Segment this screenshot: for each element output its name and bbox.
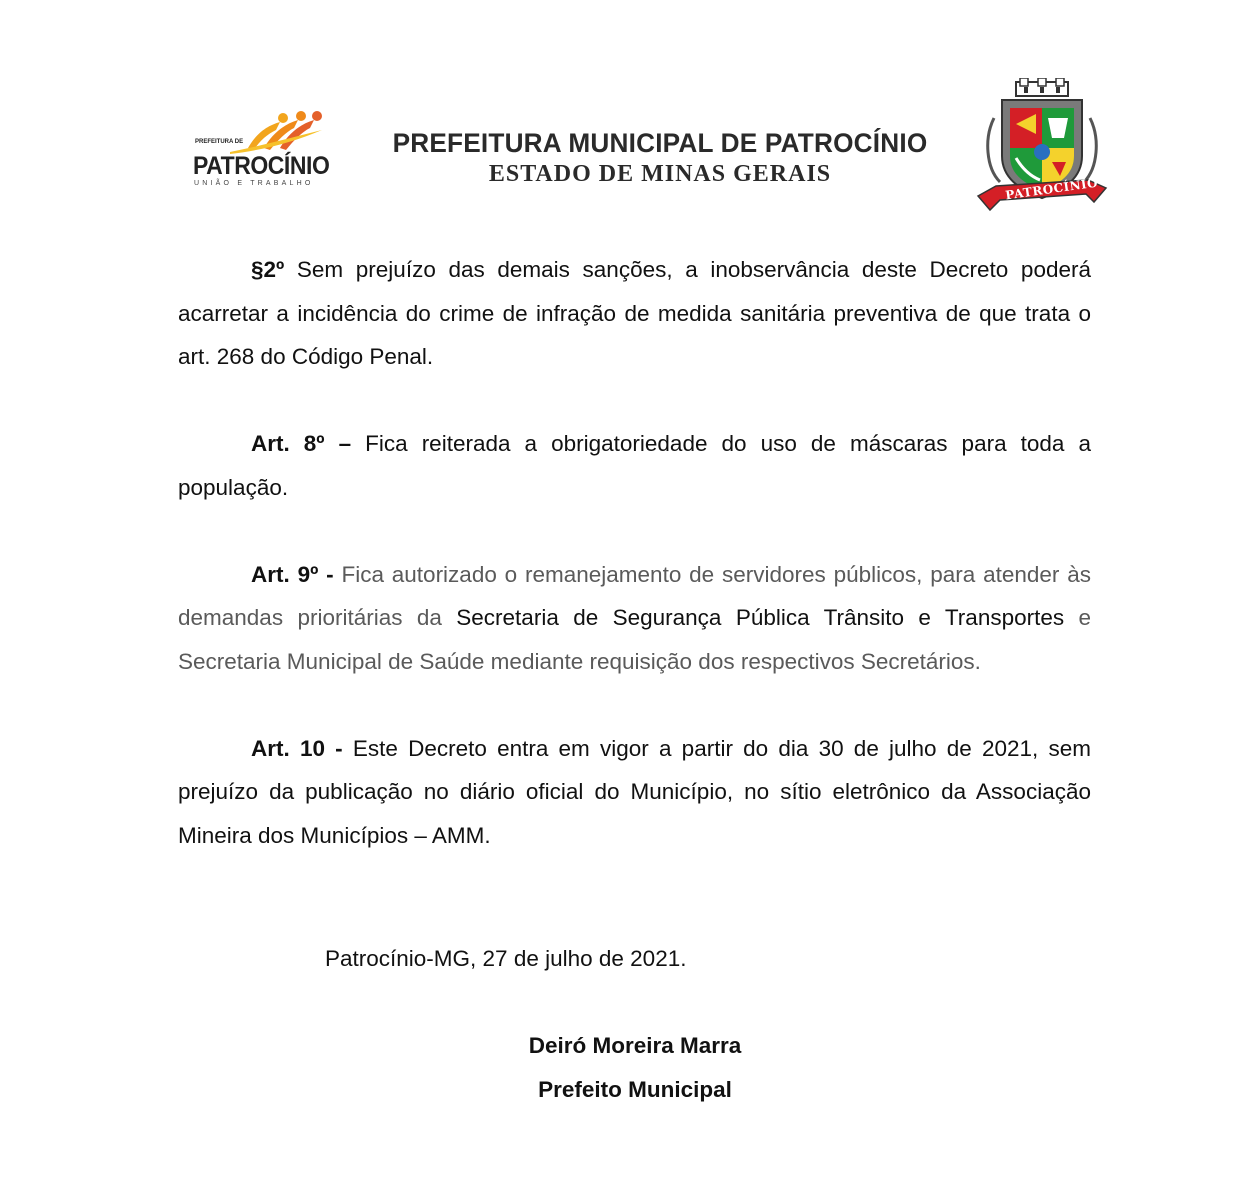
article-label: Art. 10 - (251, 735, 343, 761)
paragraph-label: §2º (251, 257, 285, 282)
article-text: e Secretaria Municipal de Saúde mediante requisição dos respectivos Secretários. (178, 605, 1092, 674)
page-subtitle: ESTADO DE MINAS GERAIS (488, 161, 832, 187)
people-figures-icon (190, 108, 340, 158)
page-title: PREFEITURA MUNICIPAL DE PATROCÍNIO (392, 128, 928, 158)
article-text: Fica autorizado o remanejamento de servidores públicos, para atender às demandas prioritárias da (178, 561, 1091, 630)
logo-name: PATROCÍNIO (193, 152, 330, 180)
signer-title: Prefeito Municipal (538, 1076, 732, 1102)
article-text: Fica reiterada a obrigatoriedade do uso de máscaras para toda a população. (178, 431, 1091, 500)
article-8 (178, 422, 1091, 509)
article-text: Este Decreto entra em vigor a partir do dia 30 de julho de 2021, sem prejuízo da publicação no diário oficial do Município, no sítio eletrônico da Associação Mineira dos Municípios – AMM. (178, 735, 1091, 848)
patrocinio-logo (190, 108, 340, 193)
signer-name: Deiró Moreira Marra (528, 1033, 742, 1058)
paragraph-text: Sem prejuízo das demais sanções, a inobservância deste Decreto poderá acarretar a incidência do crime de infração de medida sanitária preventiva de que trata o art. 268 do Código Penal. (178, 257, 1091, 369)
logo-tagline: UNIÃO E TRABALHO (194, 180, 314, 187)
paragraph-2 (178, 248, 1091, 379)
crest-banner-text: PATROCÍNIO (1004, 175, 1099, 203)
signature-block (435, 1024, 835, 1111)
document-header (0, 0, 1240, 230)
place-date: Patrocínio-MG, 27 de julho de 2021. (325, 946, 687, 971)
decree-body (178, 248, 1091, 857)
article-text-department: Secretaria de Segurança Pública Trânsito e Transportes (456, 605, 1065, 630)
article-10 (178, 727, 1091, 858)
header-title-block (360, 128, 960, 188)
article-label: Art. 8º – (251, 431, 352, 456)
article-label: Art. 9º - (251, 561, 334, 587)
article-9 (178, 553, 1091, 684)
logo-small-text: PREFEITURA DE (195, 139, 244, 145)
